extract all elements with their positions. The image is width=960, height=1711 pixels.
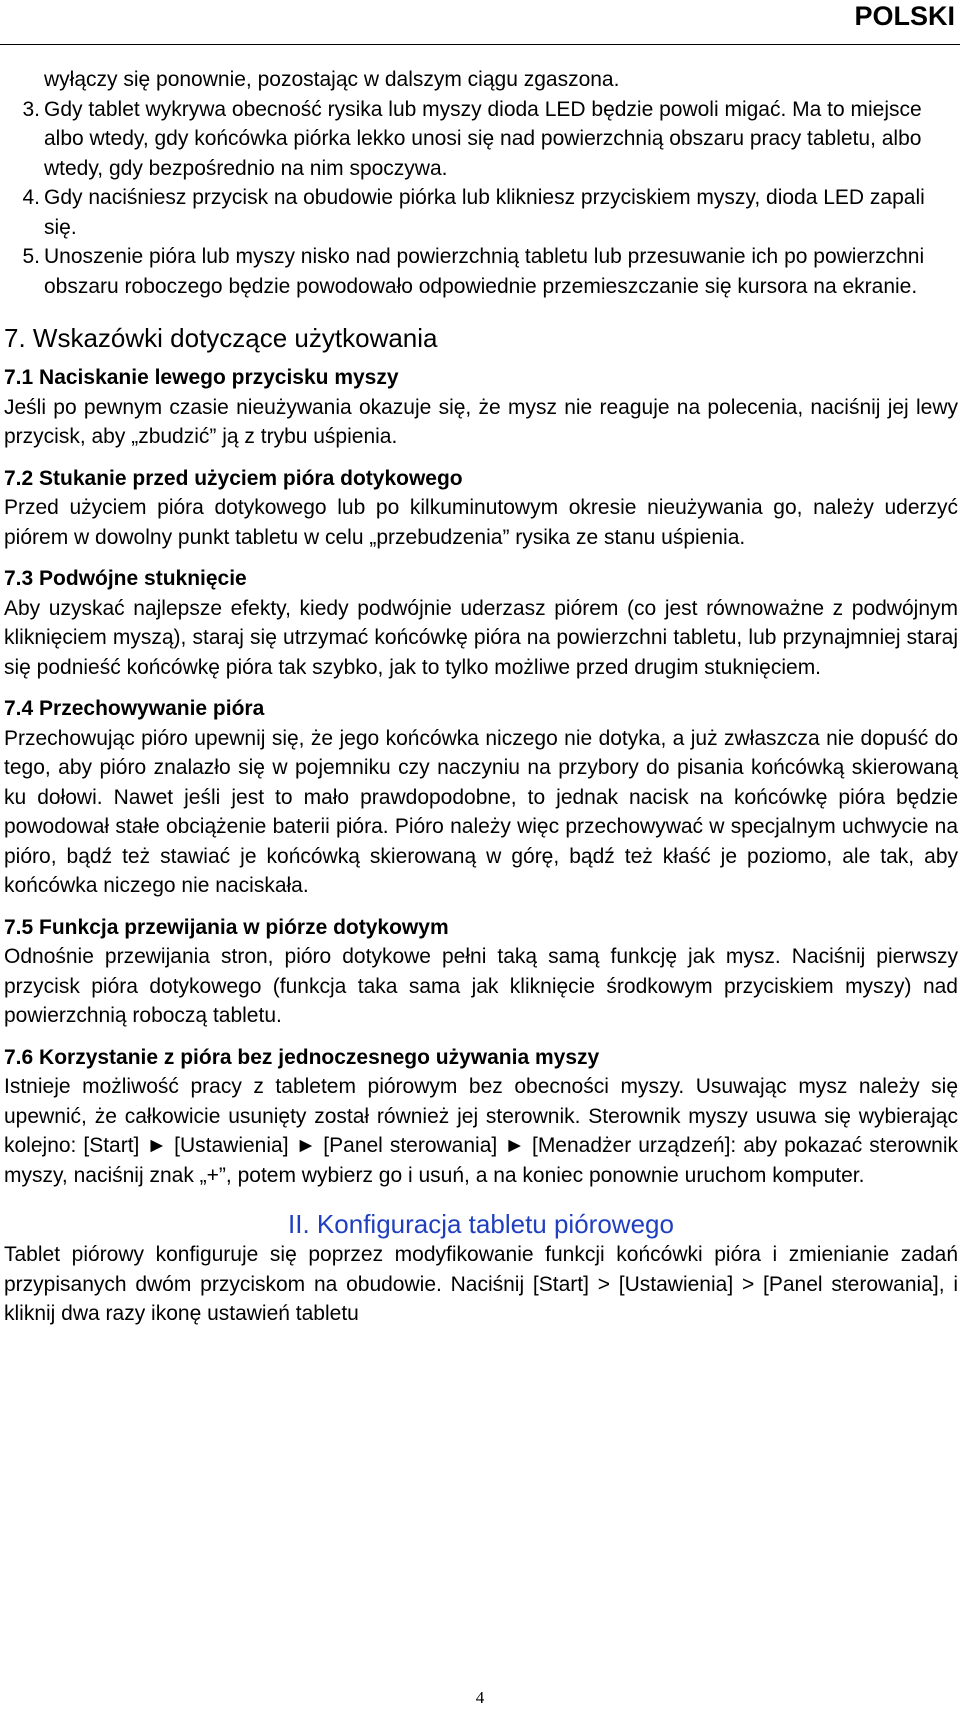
- subsection-7-5-text: Odnośnie przewijania stron, pióro dotykowe pełni taką samą funkcję jak mysz. Naciśnij pierwszy przycisk pióra dotykowego (funkcja taka sama jak kliknięcie środkowym przyciskiem myszy) nad powierzchnią roboczą tabletu.: [4, 945, 958, 1027]
- list-item-text: Gdy naciśniesz przycisk na obudowie piórka lub klikniesz przyciskiem myszy, dioda LED zapali się.: [44, 186, 925, 239]
- list-item-text: Gdy tablet wykrywa obecność rysika lub myszy dioda LED będzie powoli migać. Ma to miejsce albo wtedy, gdy końcówka piórka lekko unosi się nad powierzchnią obszaru pracy tabletu, albo wtedy, gdy bezpośrednio na nim spoczywa.: [44, 97, 922, 180]
- list-item-3: [4, 95, 958, 184]
- list-continuation: wyłączy się ponownie, pozostając w dalszym ciągu zgaszona.: [44, 68, 620, 91]
- subsection-7-6-text: Istnieje możliwość pracy z tabletem piórowym bez obecności myszy. Usuwając mysz należy się upewnić, że całkowicie usunięty został również jej sterownik. Sterownik myszy usuwa się wybierając kolejno: [Start] ► [Ustawienia] ► [Panel sterowania] ► [Menadżer urządzeń]: aby pokazać sterownik myszy, naciśnij znak „+”, potem wybierz go i usuń, a na koniec ponownie uruchom komputer.: [4, 1075, 958, 1187]
- list-item-4: [4, 183, 958, 242]
- header-divider: [0, 44, 960, 45]
- list-item-5: [4, 242, 958, 301]
- subsection-7-6-heading: 7.6 Korzystanie z pióra bez jednoczesnego używania myszy: [4, 1045, 600, 1069]
- subsection-7-4-text: Przechowując pióro upewnij się, że jego końcówka niczego nie dotyka, a już zwłaszcza nie dopuść do tego, aby pióro znalazło się w pojemniku czy naczyniu na przybory do pisania końcówką skierowaną ku dołowi. Nawet jeśli jest to mało prawdopodobne, to jednak nacisk na końcówkę pióra będzie powodował stałe obciążenie baterii pióra. Pióro należy więc przechowywać w specjalnym uchwycie na pióro, bądź też stawiać je końcówką skierowaną w górę, bądź też kłaść je poziomo, ale tak, aby końcówka niczego nie naciskała.: [4, 726, 958, 897]
- subsection-7-4-heading: 7.4 Przechowywanie pióra: [4, 697, 265, 720]
- list-item-number: 5.: [22, 245, 40, 268]
- subsection-7-3-text: Aby uzyskać najlepsze efekty, kiedy podwójnie uderzasz piórem (co jest równoważne z podwójnym kliknięciem myszą), staraj się utrzymać końcówkę pióra na powierzchni tabletu, lub przynajmniej staraj się podnieść końcówkę pióra tak szybko, jak to tylko możliwe przed drugim stuknięciem.: [4, 596, 958, 679]
- subsection-7-5-heading: 7.5 Funkcja przewijania w piórze dotykowym: [4, 915, 449, 939]
- list-item-text: Unoszenie pióra lub myszy nisko nad powierzchnią tabletu lub przesuwanie ich po powierzchni obszaru roboczego będzie powodowało odpowiednie przemieszczanie się kursora na ekranie.: [44, 245, 925, 298]
- language-header: POLSKI: [854, 1, 955, 31]
- section-7-title: 7. Wskazówki dotyczące użytkowania: [4, 323, 438, 353]
- subsection-7-1-heading: 7.1 Naciskanie lewego przycisku myszy: [4, 366, 399, 389]
- page-number: 4: [475, 1688, 485, 1707]
- subsection-7-3-heading: 7.3 Podwójne stuknięcie: [4, 567, 247, 590]
- subsection-7-1-text: Jeśli po pewnym czasie nieużywania okazuje się, że mysz nie reaguje na polecenia, naciśnij jej lewy przycisk, aby „zbudzić” ją z trybu uśpienia.: [4, 395, 958, 448]
- subsection-7-2-text: Przed użyciem pióra dotykowego lub po kilkuminutowym okresie nieużywania go, należy uderzyć piórem w dowolny punkt tabletu w celu „przebudzenia” rysika ze stanu uśpienia.: [4, 496, 958, 549]
- list-item-number: 4.: [22, 186, 40, 209]
- subsection-7-2-heading: 7.2 Stukanie przed użyciem pióra dotykowego: [4, 466, 463, 490]
- list-item-number: 3.: [22, 97, 40, 121]
- page-content: [4, 65, 958, 1329]
- part-2-title: II. Konfiguracja tabletu piórowego: [288, 1209, 674, 1239]
- part-2-text: Tablet piórowy konfiguruje się poprzez modyfikowanie funkcji końcówki pióra i zmienianie zadań przypisanych dwóm przyciskom na obudowie. Naciśnij [Start] > [Ustawienia] > [Panel sterowania], i kliknij dwa razy ikonę ustawień tabletu: [4, 1243, 958, 1325]
